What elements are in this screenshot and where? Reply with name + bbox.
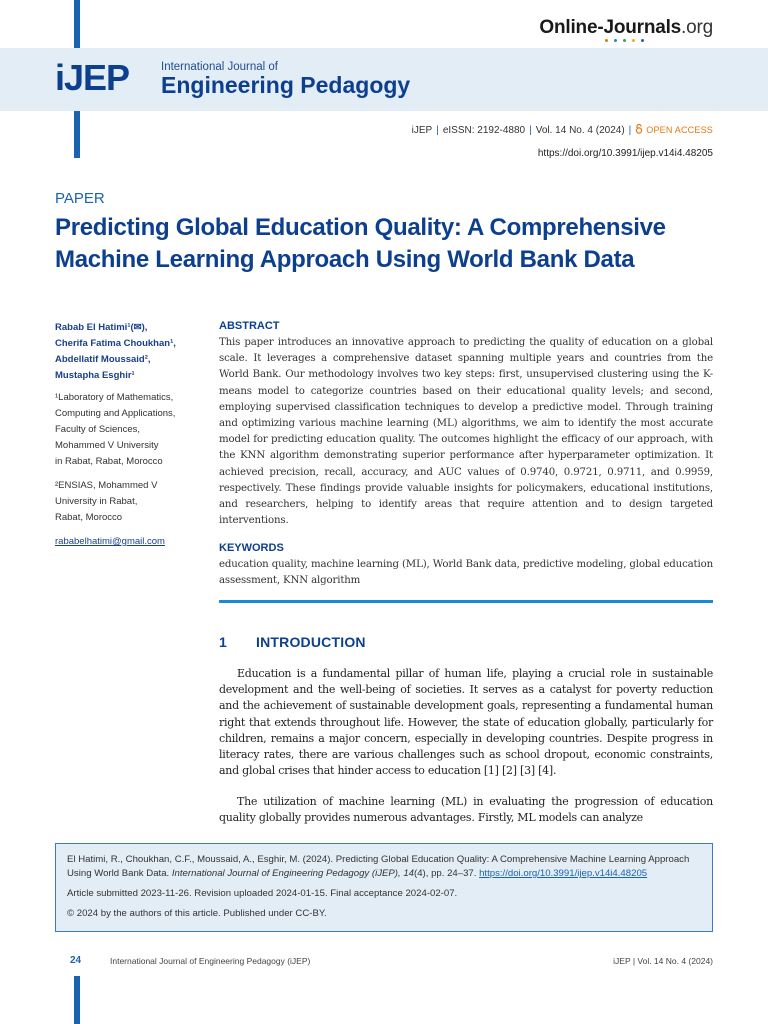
affiliation-line: in Rabat, Rabat, Morocco (55, 456, 163, 467)
footer-issue: iJEP | Vol. 14 No. 4 (2024) (613, 956, 713, 966)
contact-email[interactable]: rababelhatimi@gmail.com (55, 536, 165, 547)
author-name[interactable]: Rabab El Hatimi¹(✉), (55, 322, 148, 333)
article-title: Predicting Global Education Quality: A Comprehensive Machine Learning Approach Using World Bank Data (55, 214, 666, 273)
section-number: 1 (219, 634, 227, 650)
issue-meta: iJEP | eISSN: 2192-4880 | Vol. 14 No. 4 (2024) | OPEN ACCESS (411, 125, 713, 136)
open-access-icon (635, 124, 643, 134)
citation-reference (67, 853, 701, 881)
logo-dot (623, 39, 626, 42)
affiliation-line: Faculty of Sciences, (55, 424, 141, 435)
section-title: INTRODUCTION (256, 634, 366, 650)
logo-dot (605, 39, 608, 42)
logo-dot (632, 39, 635, 42)
open-access-label: OPEN ACCESS (646, 125, 713, 135)
meta-eissn: eISSN: 2192-4880 (442, 125, 526, 136)
citation-volume: 14 (403, 868, 415, 879)
abstract-heading: ABSTRACT (219, 320, 280, 332)
affiliation-line: Computing and Applications, (55, 408, 176, 419)
citation-authors-title: El Hatimi, R., Choukhan, C.F., Moussaid, A., Esghir, M. (2024). Predicting Global Education Quality: A Comprehensive Machine Learning Approach Using World Bank Data. (67, 854, 690, 879)
affiliation-line: Mohammed V University (55, 440, 159, 451)
abstract-text: This paper introduces an innovative approach to predicting the quality of education on a global scale. It leverages a comprehensive dataset spanning multiple years and countries from the World Bank. Our methodology involves two key steps: first, unsupervised clustering using the K-means model to categorize countries based on their educational quality levels; and second, employing supervised classification techniques to develop a predictive model. Through training and optimizing various machine learning (ML) algorithms, we aim to identify the most accurate model for predicting education quality. The outcomes highlight the efficacy of our approach, with the KNN algorithm demonstrating superior performance after hyperparameter optimization. It achieved precision, recall, accuracy, and AUC values of 0.9740, 0.9721, 0.9711, and 0.9959, respectively. These findings provide valuable insights for policymakers, educational institutions, and researchers, helping to identify areas that require attention and to design targeted interventions. (219, 337, 713, 527)
site-ext: .org (681, 17, 713, 38)
body-paragraph: The utilization of machine learning (ML) in evaluating the progression of education quality globally provides numerous advantages. Firstly, ML models can analyze (219, 795, 713, 825)
journal-logo: iJEP (55, 57, 130, 98)
keywords-text: education quality, machine learning (ML), World Bank data, predictive modeling, global education assessment, KNN algorithm (219, 559, 713, 586)
affiliation-line: ¹Laboratory of Mathematics, (55, 392, 174, 403)
site-logo[interactable] (539, 17, 713, 39)
journal-subtitle: International Journal of (161, 61, 278, 73)
site-name: Online-Journals (539, 17, 682, 38)
author-name[interactable]: Cherifa Fatima Choukhan¹, (55, 338, 176, 349)
author-name[interactable]: Abdellatif Moussaid², (55, 354, 151, 365)
citation-box (55, 843, 713, 932)
affiliation-line: Rabat, Morocco (55, 512, 123, 523)
body-paragraph: Education is a fundamental pillar of human life, playing a crucial role in sustainable development and the well-being of societies. It serves as a catalyst for poverty reduction and the achievement of sustainable development goals, representing a fundamental human right that extends throughout life. However, the state of education globally, particularly for children, remains a major concern, especially in developing countries. Despite progress in literacy rates, there are various challenges such as school dropout, economic constraints, and global crises that hinder access to education [1] [2] [3] [4]. (219, 667, 713, 778)
footer-journal: International Journal of Engineering Pedagogy (iJEP) (110, 956, 311, 966)
affiliation-1 (55, 390, 205, 470)
accent-bar-bottom (74, 976, 80, 1024)
logo-dot (614, 39, 617, 42)
keywords-divider (219, 600, 713, 603)
citation-dates: Article submitted 2023-11-26. Revision uploaded 2024-01-15. Final acceptance 2024-02-07. (67, 888, 458, 899)
citation-license: © 2024 by the authors of this article. Published under CC-BY. (67, 908, 327, 919)
citation-pages: (4), pp. 24–37. (414, 868, 477, 879)
page-number: 24 (70, 955, 82, 966)
meta-volume: Vol. 14 No. 4 (2024) (535, 125, 625, 136)
site-logo-dots (605, 39, 645, 43)
meta-journal: iJEP (411, 125, 433, 136)
author-name[interactable]: Mustapha Esghir¹ (55, 370, 135, 381)
author-list (55, 320, 205, 384)
citation-journal: International Journal of Engineering Pedagogy (iJEP), (171, 868, 401, 879)
keywords-heading: KEYWORDS (219, 542, 284, 554)
affiliation-2 (55, 478, 205, 526)
doi-link[interactable]: https://doi.org/10.3991/ijep.v14i4.48205 (537, 148, 713, 159)
affiliation-line: ²ENSIAS, Mohammed V (55, 480, 158, 491)
citation-doi-link[interactable]: https://doi.org/10.3991/ijep.v14i4.48205 (479, 868, 648, 879)
logo-dot (641, 39, 644, 42)
open-access-badge (635, 125, 713, 135)
journal-name: Engineering Pedagogy (161, 72, 411, 98)
affiliation-line: University in Rabat, (55, 496, 138, 507)
article-type: PAPER (55, 190, 105, 207)
